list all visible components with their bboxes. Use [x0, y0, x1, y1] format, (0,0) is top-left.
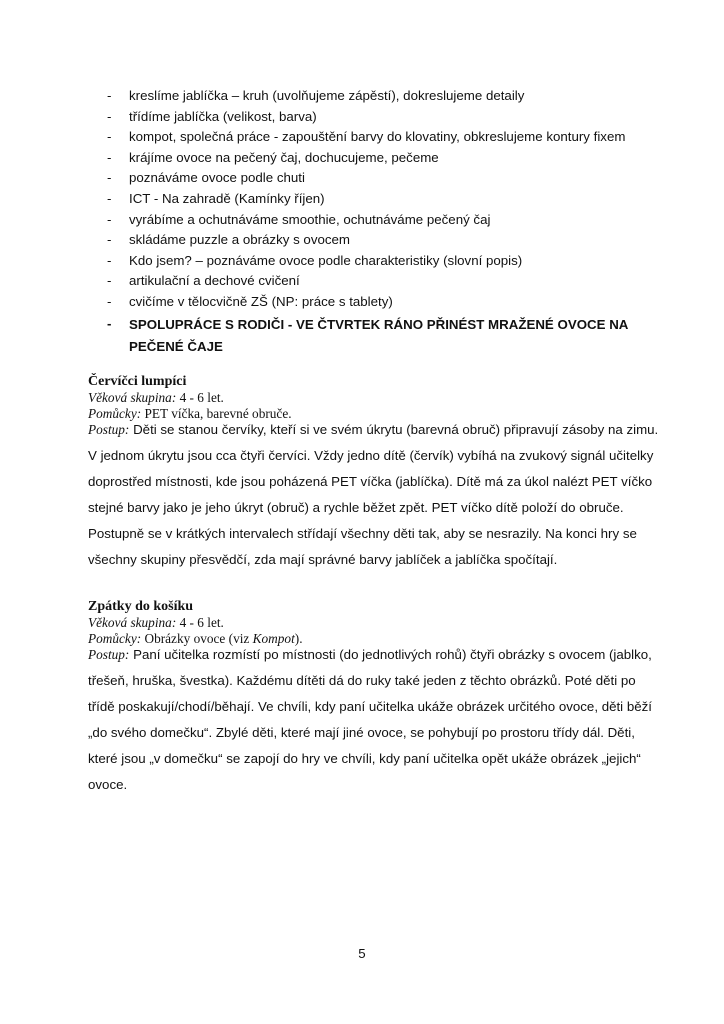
- list-item: - třídíme jablíčka (velikost, barva): [107, 108, 317, 124]
- list-item: - ICT - Na zahradě (Kamínky říjen): [107, 190, 325, 206]
- section-title: Červíčci lumpíci: [88, 374, 187, 389]
- procedure-paragraph: [88, 417, 663, 573]
- activity-list: [107, 86, 667, 358]
- procedure-label: Postup:: [88, 422, 130, 437]
- page-number: 5: [358, 946, 366, 961]
- age-group-label: Věková skupina:: [88, 390, 177, 405]
- list-item: - krájíme ovoce na pečený čaj, dochucujeme, pečeme: [107, 149, 439, 165]
- tools-value: PET víčka, barevné obruče.: [141, 406, 292, 421]
- game-section-zpatky: [88, 599, 652, 798]
- list-item: - kreslíme jablíčka – kruh (uvolňujeme zápěstí), dokreslujeme detaily: [107, 88, 525, 103]
- list-item: - Kdo jsem? – poznáváme ovoce podle charakteristiky (slovní popis): [107, 252, 523, 268]
- procedure-text: Paní učitelka rozmístí po místnosti (do jednotlivých rohů) čtyři obrázky s ovocem (jablko, třešeň, hruška, švestka). Každému dítěti dá do ruky také jeden z těchto obrázků. Poté děti po třídě poskakují/chodí/běhají. Ve chvíli, kdy paní učitelka ukáže obrázek určitého ovoce, děti běží „do svého domečku“. Zbylé děti, které mají jiné ovoce, se pohybují po prostoru třídy dál. Děti, které jsou „v domečku“ se zapojí do hry ve chvíli, kdy paní učitelka opět ukáže obrázek „jejich“ ovoce.: [88, 647, 652, 792]
- age-group-line: [88, 390, 648, 406]
- section-title: Zpátky do košíku: [88, 599, 194, 614]
- list-item-parents-note: - SPOLUPRÁCE S RODIČI - VE ČTVRTEK RÁNO PŘINÉST MRAŽENÉ OVOCE NA PEČENÉ ČAJE: [107, 315, 628, 354]
- procedure-paragraph: [88, 642, 663, 798]
- list-item: - poznáváme ovoce podle chuti: [107, 170, 305, 186]
- tools-label: Pomůcky:: [88, 406, 142, 421]
- procedure-label: Postup:: [88, 647, 130, 662]
- age-group-value: 4 - 6 let.: [176, 615, 224, 630]
- game-section-cervicci: [88, 374, 659, 573]
- list-item: - skládáme puzzle a obrázky s ovocem: [107, 232, 350, 248]
- age-group-line: [88, 615, 648, 631]
- list-item: - artikulační a dechové cvičení: [107, 273, 300, 289]
- list-item: - cvičíme v tělocvičně ZŠ (NP: práce s tablety): [107, 293, 393, 309]
- age-group-value: 4 - 6 let.: [176, 390, 224, 405]
- tools-line: Pomůcky: Obrázky ovoce (viz Kompot).: [88, 631, 303, 646]
- list-item: - kompot, společná práce - zapouštění barvy do klovatiny, obkreslujeme kontury fixem: [107, 129, 626, 145]
- age-group-label: Věková skupina:: [88, 615, 177, 630]
- procedure-text: Děti se stanou červíky, kteří si ve svém úkrytu (barevná obruč) připravují zásoby na zimu. V jednom úkrytu jsou cca čtyři červíci. Vždy jedno dítě (červík) vybíhá na zvukový signál učitelky doprostřed místnosti, kde jsou poházená PET víčka (jablíčka). Dítě má za úkol nalézt PET víčko stejné barvy jako je jeho úkryt (obruč) a rychle běžet zpět. PET víčko dítě položí do obruče. Postupně se v krátkých intervalech střídají všechny děti tak, aby se nesrazily. Na konci hry se všechny skupiny přesvědčí, zda mají správné barvy jablíček a jablíčka spočítají.: [88, 422, 659, 567]
- tools-label: Pomůcky:: [88, 631, 142, 646]
- tools-reference: Kompot: [252, 631, 295, 646]
- list-item: - vyrábíme a ochutnáváme smoothie, ochutnáváme pečený čaj: [107, 211, 491, 227]
